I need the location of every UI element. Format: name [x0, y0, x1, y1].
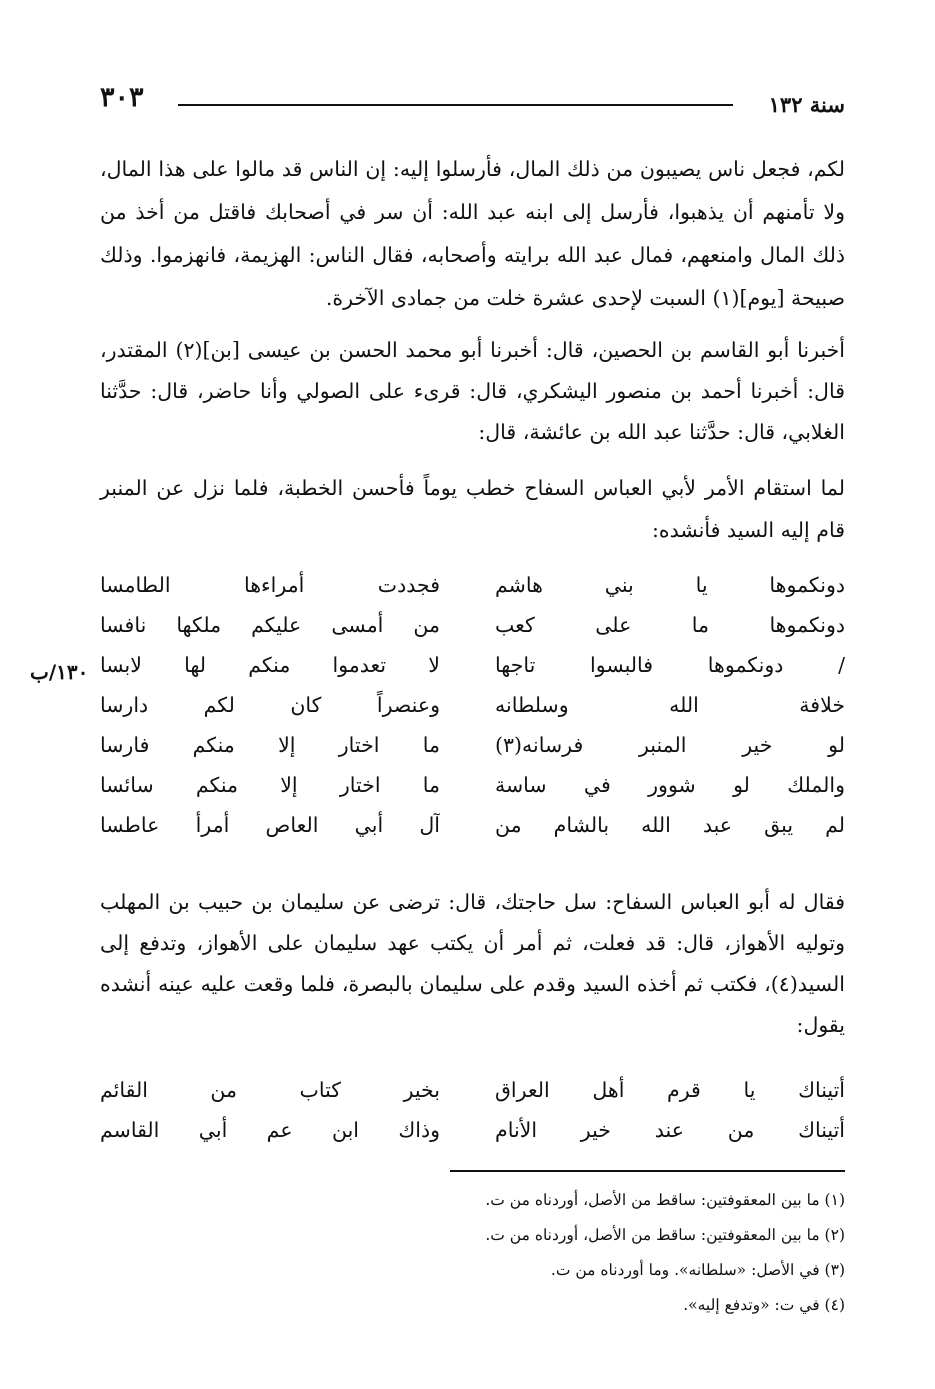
first-hemistich: لو خير المنبر فرسانه(٣): [495, 733, 845, 757]
verse: [100, 605, 845, 645]
paragraph-2: أخبرنا أبو القاسم بن الحصين، قال: أخبرنا أبو محمد الحسن بن عيسى [بن](٢) المقتدر، قال: أخبرنا أحمد بن منصور اليشكري، قال: قرىء على الصولي وأنا حاضر، قال: حدَّثنا الغلابي، قال: حدَّثنا عبد الله بن عائشة، قال:: [100, 338, 845, 444]
paragraph-4: فقال له أبو العباس السفاح: سل حاجتك، قال: ترضى عن سليمان بن حبيب بن المهلب وتوليه الأهواز، قال: قد فعلت، ثم أمر أن يكتب عهد سليمان على الأهواز، وتدفع إلى السيد(٤)، فكتب ثم أخذه السيد وقدم على سليمان بالبصرة، فلما وقعت عليه عينه أنشده يقول:: [100, 890, 845, 1037]
poem-2: [100, 1070, 845, 1150]
second-hemistich: بخير كتاب من القائم: [100, 1078, 440, 1102]
paragraph-3: لما استقام الأمر لأبي العباس السفاح خطب يوماً فأحسن الخطبة، فلما نزل عن المنبر قام إليه السيد فأنشده:: [100, 476, 845, 542]
verse: [100, 765, 845, 805]
first-hemistich: دونكموها ما على كعب: [495, 613, 845, 637]
footnote: (٣) في الأصل: «سلطانه». وما أوردناه من ت.: [550, 1261, 845, 1279]
first-hemistich: لم يبق عبد الله بالشام من: [495, 813, 845, 837]
verse: [100, 1070, 845, 1110]
second-hemistich: ما اختار إلا منكم سائسا: [100, 773, 440, 797]
first-hemistich: أتيناك من عند خير الأنام: [495, 1118, 845, 1142]
footnote: (٤) في ت: «وتدفع إليه».: [683, 1296, 845, 1314]
first-hemistich: والملك لو شوور في ساسة: [495, 773, 845, 797]
footnotes: [100, 1183, 845, 1323]
verse: [100, 725, 845, 765]
header-rule: [178, 104, 733, 106]
verse: [100, 805, 845, 845]
first-hemistich: دونكموها يا بني هاشم: [495, 573, 845, 597]
first-hemistich: أتيناك يا قرم أهل العراق: [495, 1078, 845, 1102]
second-hemistich: آل أبي العاص أمرأ عاطسا: [100, 813, 440, 837]
second-hemistich: فجددت أمراءها الطامسا: [100, 573, 440, 597]
second-hemistich: من أمسى عليكم ملكها نافسا: [100, 613, 440, 637]
footnote-rule: [450, 1170, 845, 1172]
second-hemistich: ما اختار إلا منكم فارسا: [100, 733, 440, 757]
page-number: ٣٠٣: [100, 82, 144, 113]
manuscript-folio-note: ١٣٠/ب: [30, 660, 89, 684]
verse: [100, 1110, 845, 1150]
first-hemistich: خلافة الله وسلطانه: [495, 693, 845, 717]
year-label: سنة ١٣٢: [768, 92, 845, 117]
footnote: (١) ما بين المعقوفتين: ساقط من الأصل، أوردناه من ت.: [485, 1191, 845, 1209]
poem-1: [100, 565, 845, 845]
second-hemistich: لا تعدموا منكم لها لابسا: [100, 653, 440, 677]
second-hemistich: وعنصراً كان لكم دارسا: [100, 693, 440, 717]
running-header: [100, 82, 845, 122]
verse: [100, 565, 845, 605]
second-hemistich: وذاك ابن عم أبي القاسم: [100, 1118, 440, 1142]
verse: [100, 645, 845, 685]
verse: [100, 685, 845, 725]
footnote: (٢) ما بين المعقوفتين: ساقط من الأصل، أوردناه من ت.: [485, 1226, 845, 1244]
first-hemistich: / دونكموها فالبسوا تاجها: [495, 653, 845, 677]
paragraph-1: لكم، فجعل ناس يصيبون من ذلك المال، فأرسلوا إليه: إن الناس قد مالوا على هذا المال، ولا تأمنهم أن يذهبوا، فأرسل إلى ابنه عبد الله: أن سر في أصحابك فاقتل من أخذ من ذلك المال وامنعهم، فمال عبد الله برايته وأصحابه، فقال الناس: الهزيمة، فانهزموا. وذلك صبيحة [يوم](١) السبت لإحدى عشرة خلت من جمادى الآخرة.: [100, 157, 845, 310]
